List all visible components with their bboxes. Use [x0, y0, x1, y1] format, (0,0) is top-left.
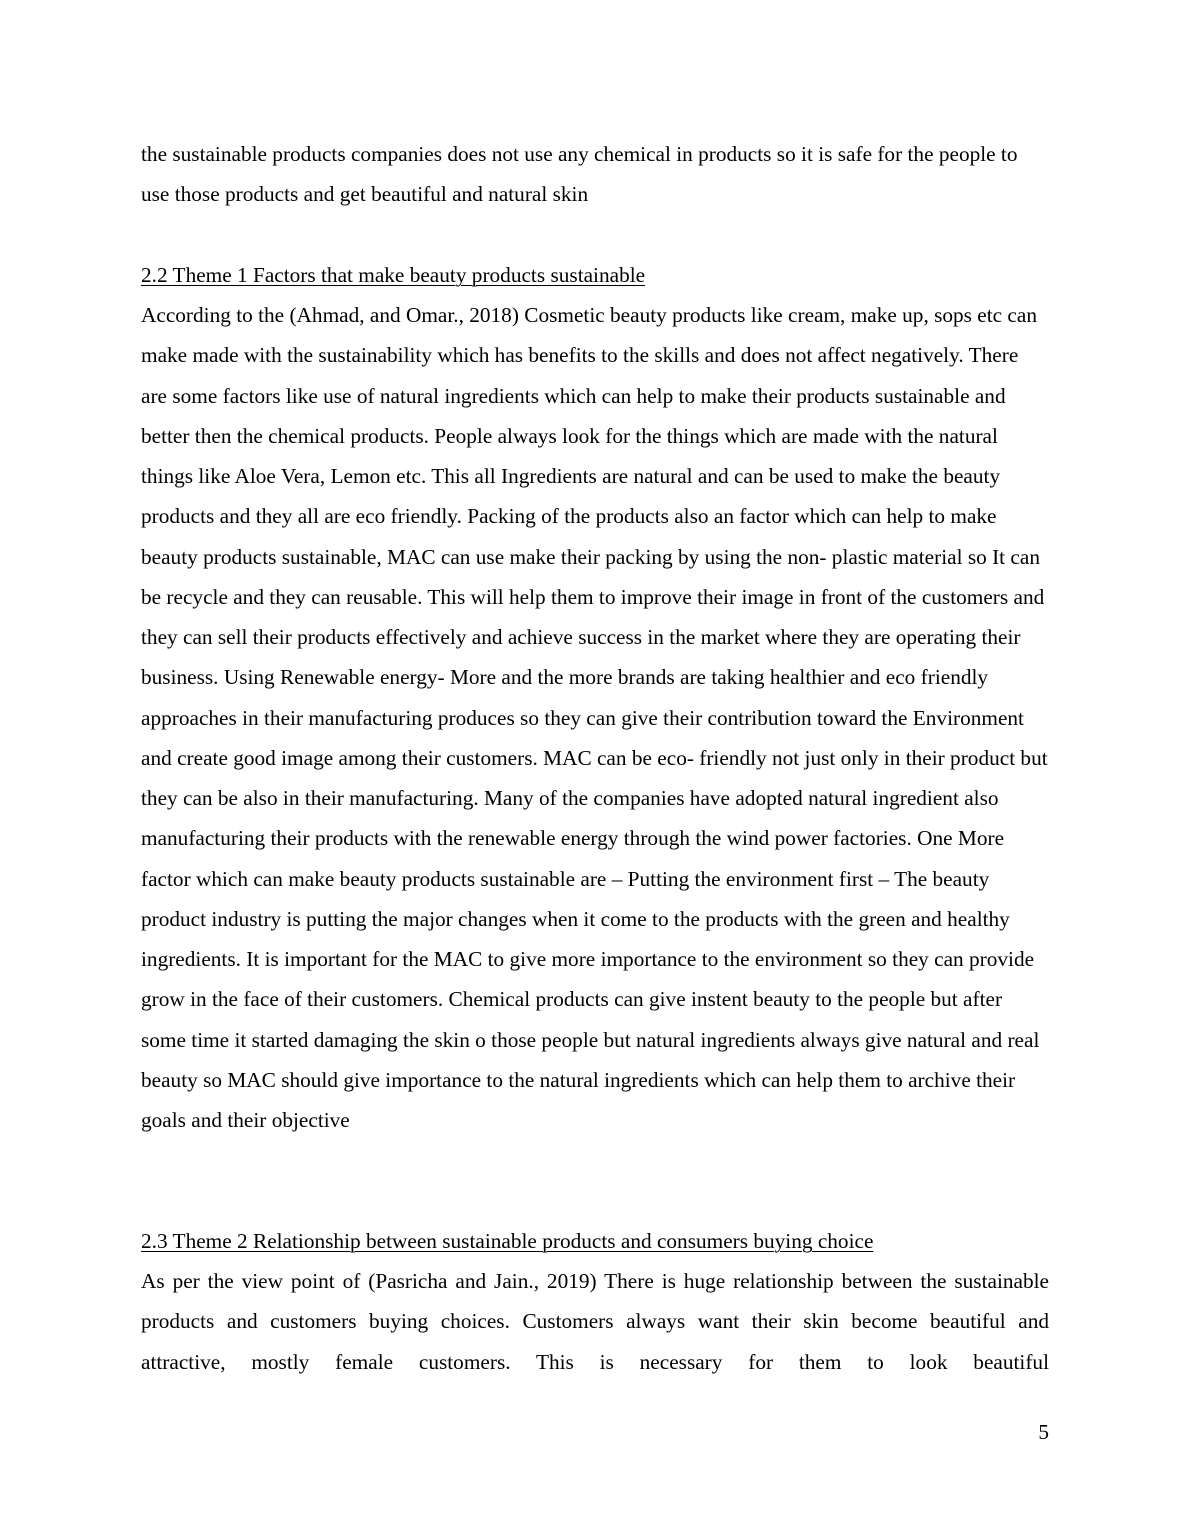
section-2-3-text-block [141, 1261, 1049, 1382]
section-2-3-heading-block [141, 1221, 1049, 1261]
section-2-2-paragraph: According to the (Ahmad, and Omar., 2018) Cosmetic beauty products like cream, make up, sops etc can make made with the sustainability which has benefits to the skills and does not affect negatively. There are some factors like use of natural ingredients which can help to make their products sustainable and better then the chemical products. People always look for the things which are made with the natural things like Aloe Vera, Lemon etc. This all Ingredients are natural and can be used to make the beauty products and they all are eco friendly. Packing of the products also an factor which can help to make beauty products sustainable, MAC can use make their packing by using the non- plastic material so It can be recycle and they can reusable. This will help them to improve their image in front of the customers and they can sell their products effectively and achieve success in the market where they are operating their business. Using Renewable energy- More and the more brands are taking healthier and eco friendly approaches in their manufacturing produces so they can give their contribution toward the Environment and create good image among their customers. MAC can be eco- friendly not just only in their product but they can be also in their manufacturing. Many of the companies have adopted natural ingredient also manufacturing their products with the renewable energy through the wind power factories. One More factor which can make beauty products sustainable are – Putting the environment first – The beauty product industry is putting the major changes when it come to the products with the green and healthy ingredients. It is important for the MAC to give more importance to the environment so they can provide grow in the face of their customers. Chemical products can give instent beauty to the people but after some time it started damaging the skin o those people but natural ingredients always give natural and real beauty so MAC should give importance to the natural ingredients which can help them to archive their goals and their objective [141, 303, 1048, 1132]
section-2-2-heading: 2.2 Theme 1 Factors that make beauty products sustainable [141, 263, 646, 287]
intro-text-block [141, 134, 1049, 215]
intro-paragraph: the sustainable products companies does not use any chemical in products so it is safe for the people to use those products and get beautiful and natural skin [141, 142, 1018, 207]
section-2-3-paragraph: As per the view point of (Pasricha and Jain., 2019) There is huge relationship between the sustainable products and customers buying choices. Customers always want their skin become beautiful and attractive, mostly female customers. This is necessary for them to look beautiful [141, 1269, 1049, 1374]
section-2-3-heading: 2.3 Theme 2 Relationship between sustainable products and consumers buying choice [141, 1229, 874, 1253]
page-number: 5 [1038, 1420, 1049, 1444]
section-2-2-text-block [141, 295, 1049, 1140]
section-2-2-heading-block [141, 255, 1049, 295]
